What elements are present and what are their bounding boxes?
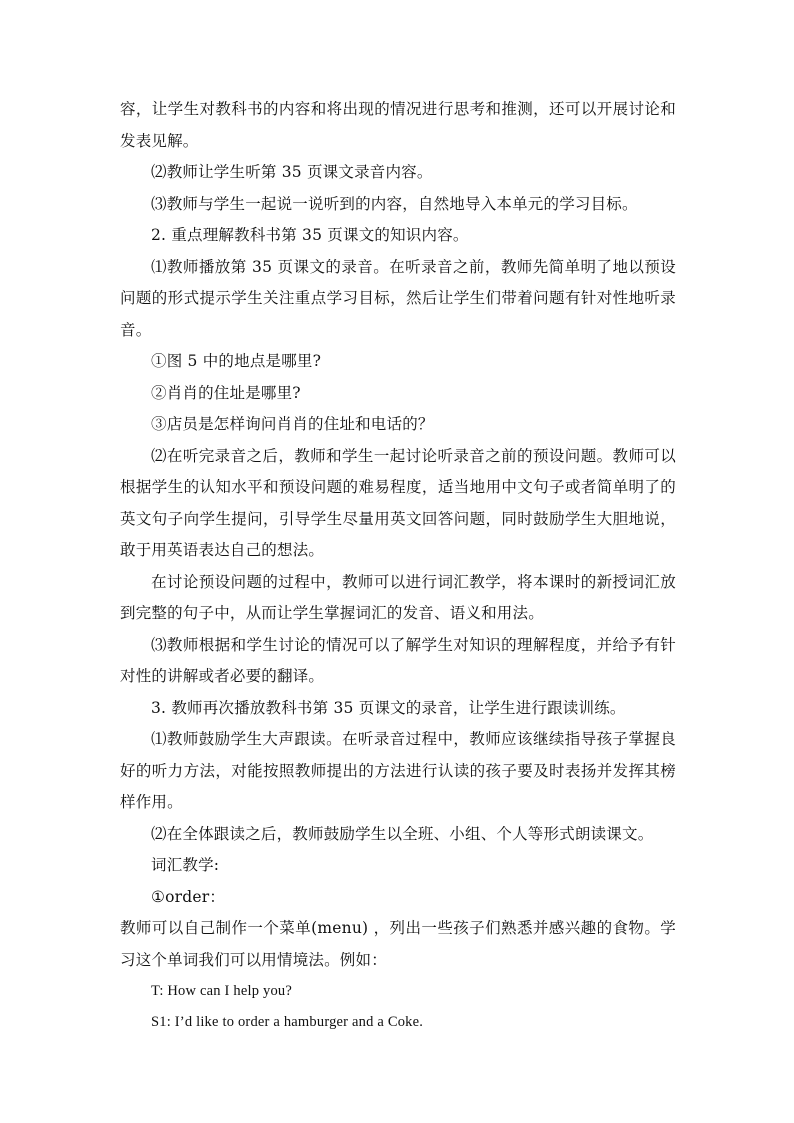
paragraph: ①order： <box>151 887 226 906</box>
paragraph: ⑵教师让学生听第 35 页课文录音内容。 <box>151 163 433 181</box>
paragraph: ⑶教师根据和学生讨论的情况可以了解学生对知识的理解程度，并给予有针对性的讲解或者必要的翻译。 <box>120 635 676 685</box>
paragraph: ⑵在全体跟读之后，教师鼓励学生以全班、小组、个人等形式朗读课文。 <box>151 824 654 843</box>
paragraph: 教师可以自己制作一个菜单(menu) ，列出一些孩子们熟悉并感兴趣的食物。学习这个单词我们可以用情境法。例如： <box>120 919 676 969</box>
paragraph: ②肖肖的住址是哪里? <box>151 383 301 402</box>
paragraph: 3. 教师再次播放教科书第 35 页课文的录音，让学生进行跟读训练。 <box>151 698 626 717</box>
paragraph: 容，让学生对教科书的内容和将出现的情况进行思考和推测，还可以开展讨论和发表见解。 <box>120 100 676 150</box>
paragraph: 词汇教学: <box>151 856 220 874</box>
document-body <box>120 94 676 1038</box>
paragraph: ①图 5 中的地点是哪里? <box>151 352 322 370</box>
dialog-line: S1: I’d like to order a hamburger and a Coke. <box>151 1014 424 1030</box>
paragraph: ⑵在听完录音之后，教师和学生一起讨论听录音之前的预设问题。教师可以根据学生的认知水平和预设问题的难易程度，适当地用中文句子或者简单明了的英文句子向学生提问，引导学生尽量用英文回答问题，同时鼓励学生大胆地说，敢于用英语表达自己的想法。 <box>120 446 676 559</box>
paragraph: ⑶教师与学生一起说一说听到的内容，自然地导入本单元的学习目标。 <box>151 194 638 213</box>
paragraph: ⑴教师鼓励学生大声跟读。在听录音过程中，教师应该继续指导孩子掌握良好的听力方法，对能按照教师提出的方法进行认读的孩子要及时表扬并发挥其榜样作用。 <box>120 730 676 811</box>
paragraph: 2. 重点理解教科书第 35 页课文的知识内容。 <box>151 226 469 244</box>
paragraph: 在讨论预设问题的过程中，教师可以进行词汇教学，将本课时的新授词汇放到完整的句子中，从而让学生掌握词汇的发音、语义和用法。 <box>120 572 676 622</box>
dialog-line: T: How can I help you? <box>151 983 292 999</box>
paragraph: ③店员是怎样询问肖肖的住址和电话的？ <box>151 415 434 433</box>
paragraph: ⑴教师播放第 35 页课文的录音。在听录音之前，教师先简单明了地以预设问题的形式提示学生关注重点学习目标，然后让学生们带着问题有针对性地听录音。 <box>120 257 676 339</box>
